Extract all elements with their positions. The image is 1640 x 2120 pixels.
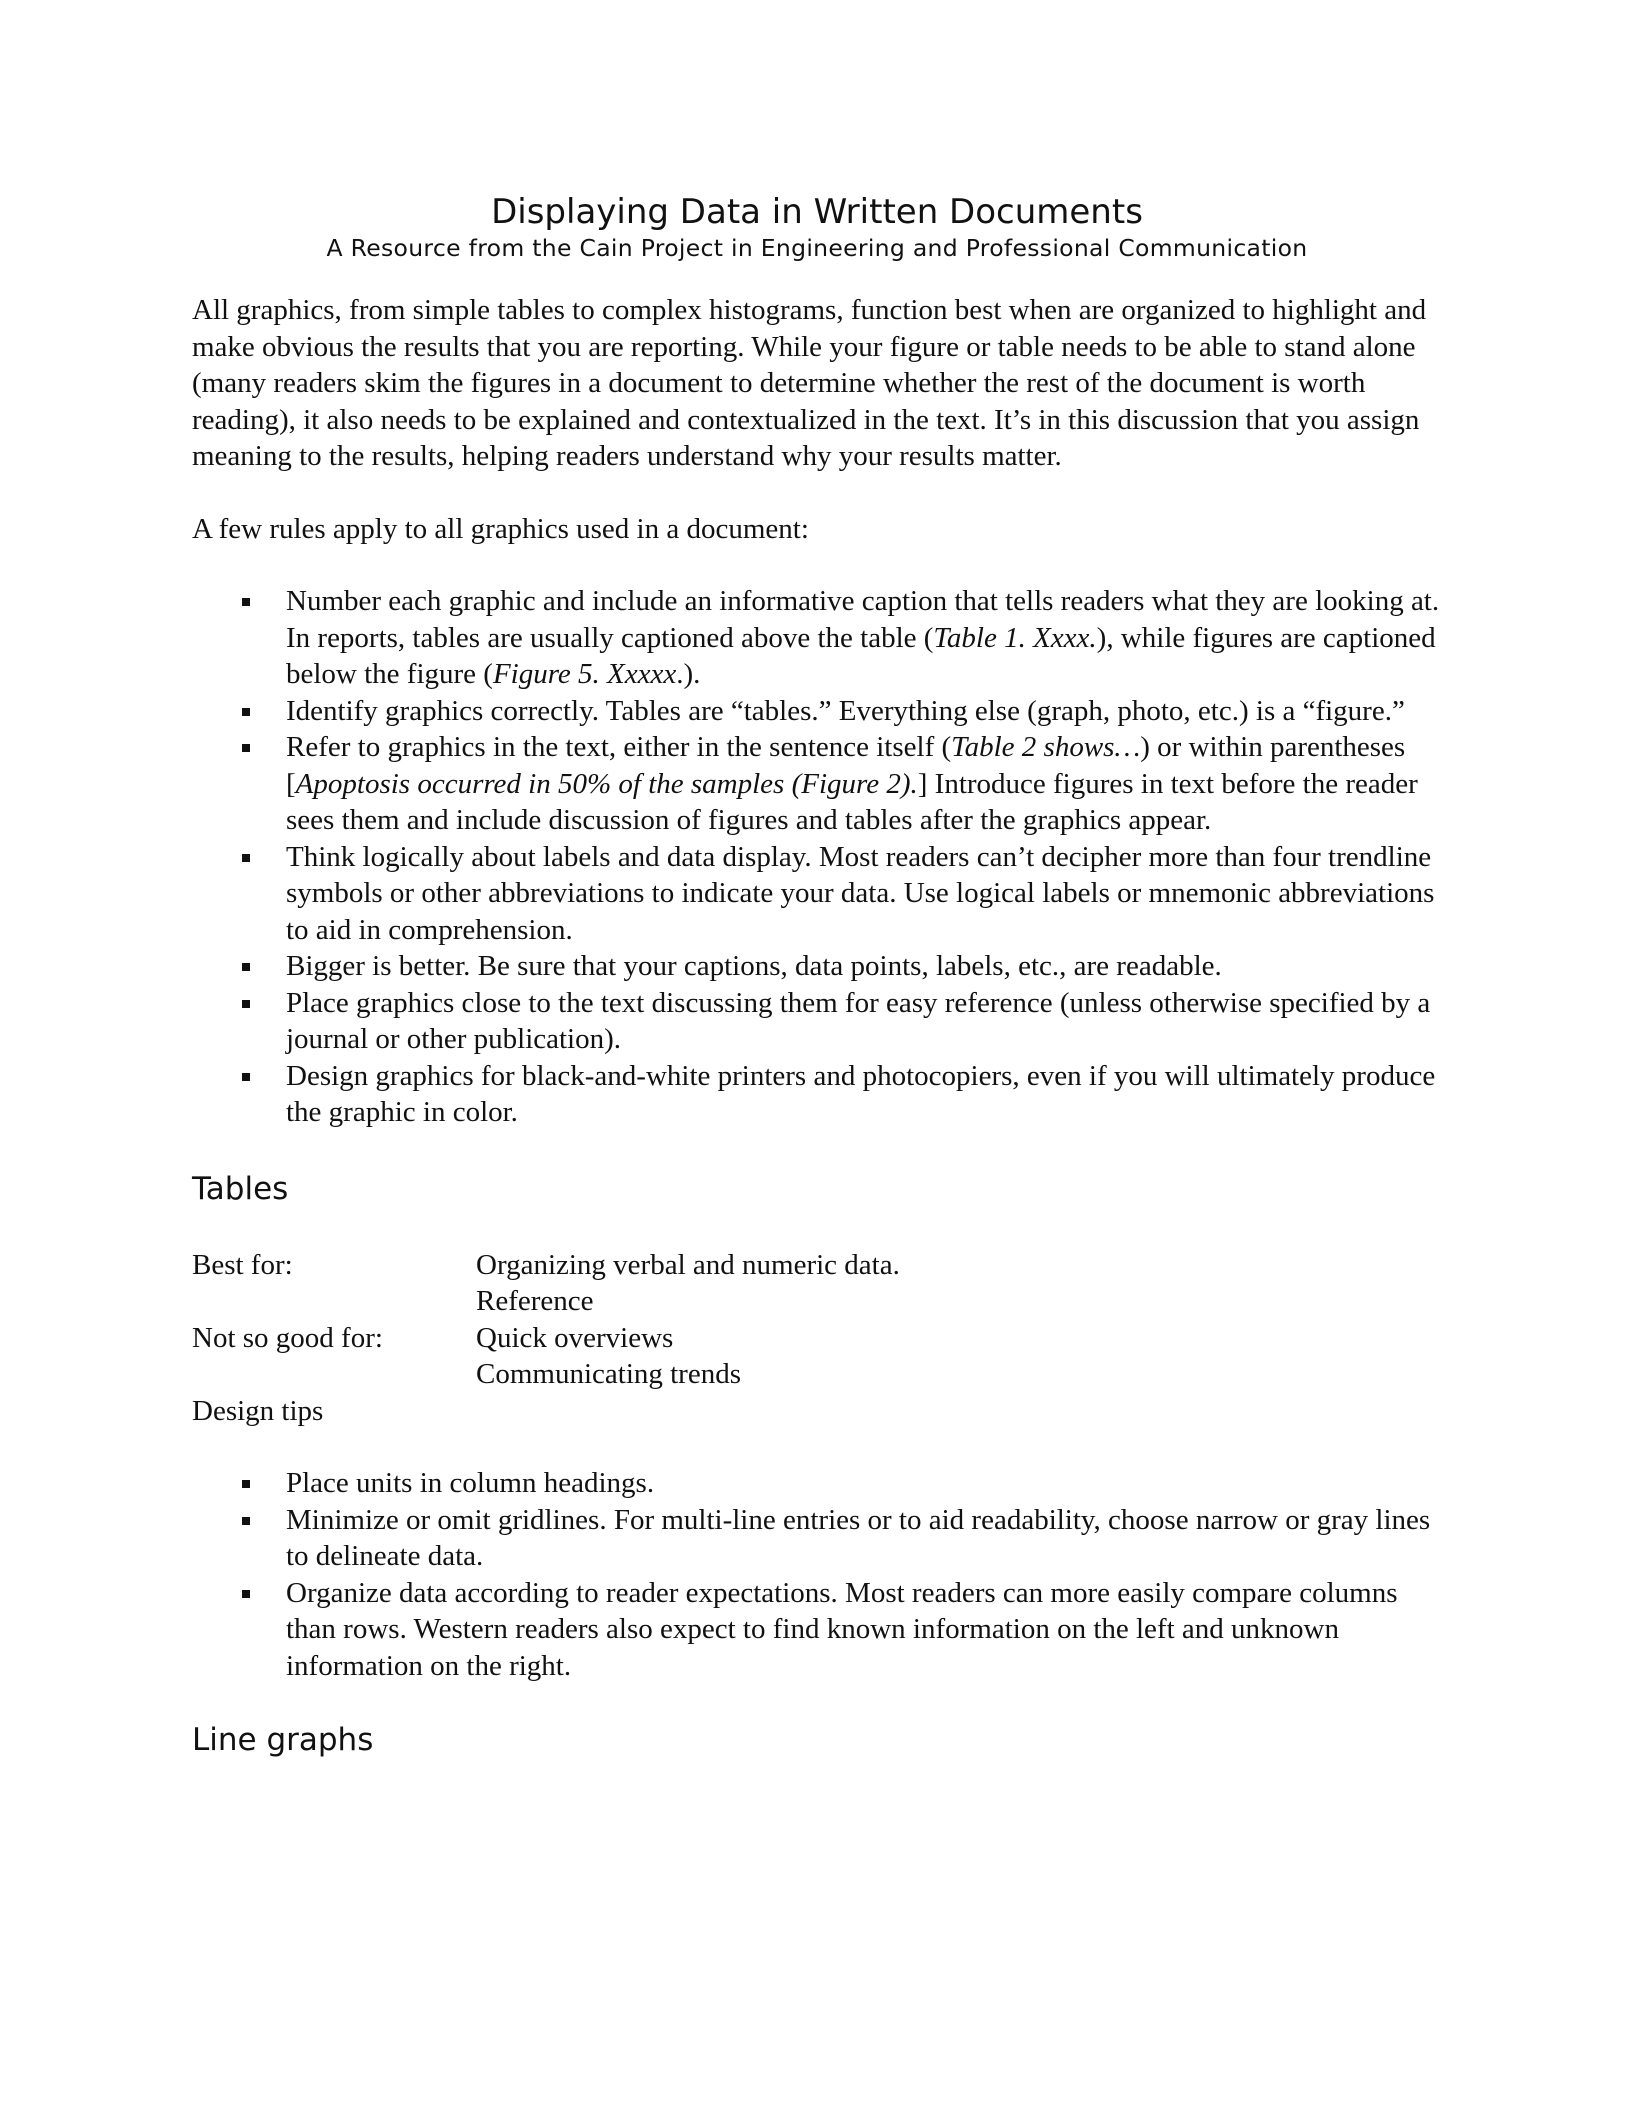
rule-text: ] Introduce figures in text before the reader sees them and include discussion of figures and tables after the graphics appear. <box>286 767 1418 836</box>
square-bullet-icon <box>242 1480 250 1488</box>
not-good-for-value: Communicating trends <box>476 1358 741 1390</box>
square-bullet-icon <box>242 1000 250 1008</box>
rule-text: ) or within parentheses [ <box>286 731 1406 800</box>
best-for-value: Organizing verbal and numeric data. <box>476 1248 900 1281</box>
list-item <box>192 583 1442 693</box>
not-good-for-value: Quick overviews <box>476 1321 674 1354</box>
square-bullet-icon <box>242 1517 250 1525</box>
square-bullet-icon <box>242 1590 250 1598</box>
rule-text: Design graphics for black-and-white printers and photocopiers, even if you will ultimately produce the graphic in color. <box>286 1059 1436 1128</box>
not-good-for-label: Not so good for: <box>192 1321 383 1354</box>
tables-summary <box>192 1247 1442 1393</box>
not-good-for-row <box>192 1320 1442 1393</box>
not-good-for-values <box>476 1320 741 1393</box>
square-bullet-icon <box>242 744 250 752</box>
list-item <box>192 1575 1442 1685</box>
rule-text: Number each graphic and include an informative caption that tells readers what they are looking at. In reports, tables are usually captioned above the table ( <box>286 585 1440 654</box>
square-bullet-icon <box>242 708 250 716</box>
list-item <box>192 839 1442 949</box>
square-bullet-icon <box>242 598 250 606</box>
tip-text: Minimize or omit gridlines. For multi-line entries or to aid readability, choose narrow or gray lines to delineate data. <box>286 1503 1431 1572</box>
square-bullet-icon <box>242 854 250 862</box>
list-item <box>192 1502 1442 1575</box>
square-bullet-icon <box>242 963 250 971</box>
reference-example: Apoptosis occurred in 50% of the samples (Figure 2). <box>295 767 918 800</box>
tables-heading: Tables <box>192 1170 289 1207</box>
best-for-value: Reference <box>476 1285 594 1317</box>
square-bullet-icon <box>242 1073 250 1081</box>
best-for-row <box>192 1247 1442 1320</box>
rules-list <box>192 583 1442 1131</box>
design-tips-list <box>192 1465 1442 1684</box>
rule-text: Identify graphics correctly. Tables are “tables.” Everything else (graph, photo, etc.) is a “figure.” <box>286 694 1405 727</box>
intro-paragraph: All graphics, from simple tables to complex histograms, function best when are organized to highlight and make obvious the results that you are reporting. While your figure or table needs to be able to stand alone (many readers skim the figures in a document to determine whether the rest of the document is worth reading), it also needs to be explained and contextualized in the text. It’s in this discussion that you assign meaning to the results, helping readers understand why your results matter. <box>192 294 1427 472</box>
page-title: Displaying Data in Written Documents <box>491 192 1143 232</box>
rule-text: ), while figures are captioned below the figure ( <box>286 621 1436 690</box>
tip-text: Place units in column headings. <box>286 1467 655 1499</box>
list-item <box>192 729 1442 839</box>
tip-text: Organize data according to reader expectations. Most readers can more easily compare columns than rows. Western readers also expect to find known information on the left and unknown information on the right. <box>286 1576 1398 1682</box>
list-item <box>192 1058 1442 1131</box>
list-item <box>192 693 1442 730</box>
best-for-label: Best for: <box>192 1248 293 1281</box>
rule-text: .). <box>676 658 701 690</box>
rule-text: Refer to graphics in the text, either in the sentence itself ( <box>286 731 952 763</box>
list-item <box>192 985 1442 1058</box>
rule-text: Think logically about labels and data display. Most readers can’t decipher more than four trendline symbols or other abbreviations to indicate your data. Use logical labels or mnemonic abbreviations to aid in comprehension. <box>286 840 1435 946</box>
page-subtitle: A Resource from the Cain Project in Engineering and Professional Communication <box>326 234 1308 262</box>
rule-text: Bigger is better. Be sure that your captions, data points, labels, etc., are readable. <box>286 950 1222 982</box>
best-for-values <box>476 1247 900 1320</box>
list-item <box>192 1465 1442 1502</box>
design-tips-label: Design tips <box>192 1394 324 1427</box>
rules-lead-in: A few rules apply to all graphics used in a document: <box>192 512 809 545</box>
caption-example: Figure 5. Xxxxx <box>492 658 677 690</box>
list-item <box>192 948 1442 985</box>
caption-example: Table 1. Xxxx. <box>933 621 1097 654</box>
reference-example: Table 2 shows… <box>951 731 1141 763</box>
rule-text: Place graphics close to the text discussing them for easy reference (unless otherwise specified by a journal or other publication). <box>286 986 1431 1055</box>
line-graphs-heading: Line graphs <box>192 1722 374 1758</box>
